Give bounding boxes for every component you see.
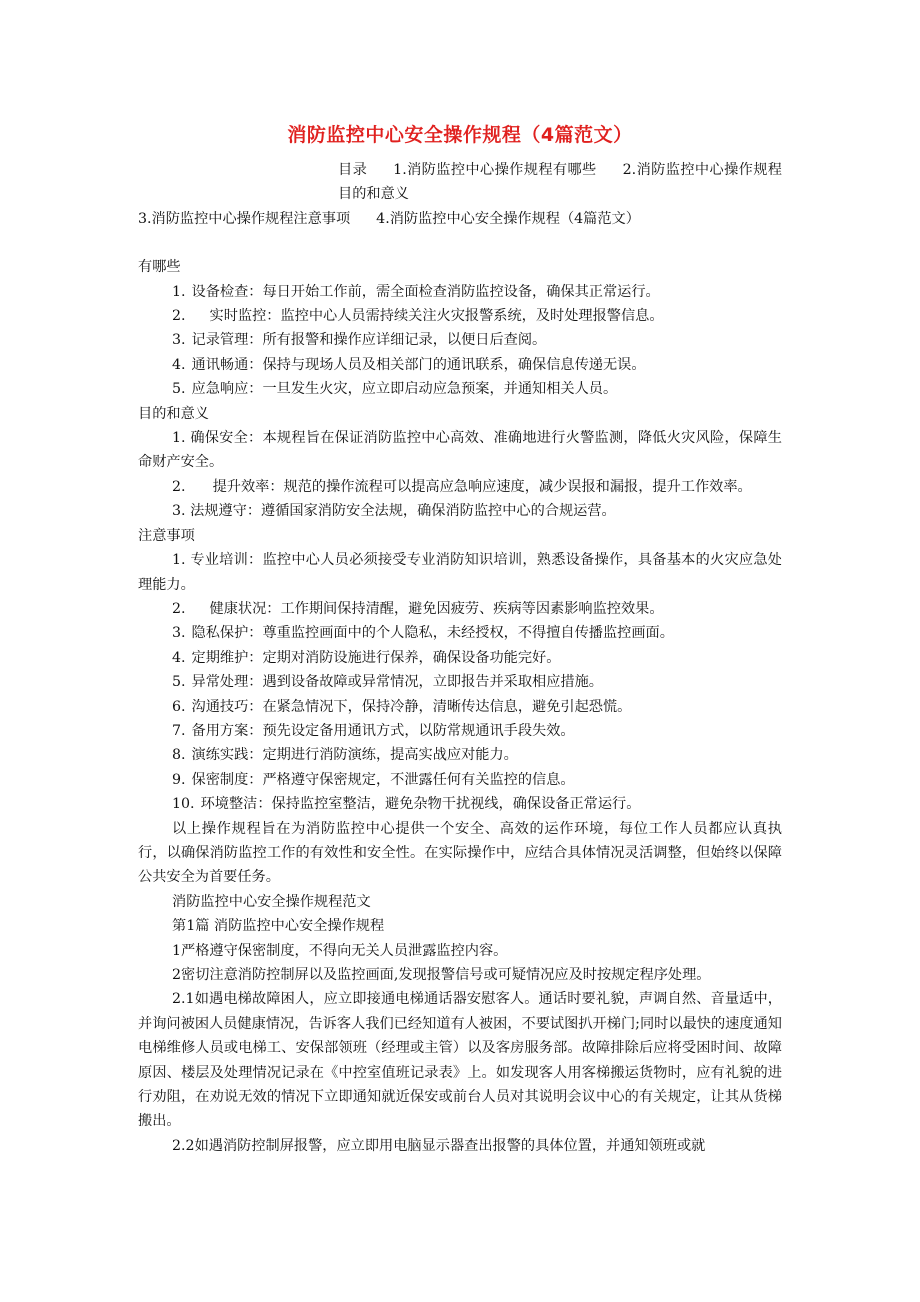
section-heading: 有哪些 (138, 259, 181, 276)
section-overview (138, 255, 782, 401)
list-item: 2. 提升效率：规范的操作流程可以提高应急响应速度，减少误报和漏报，提升工作效率。 (172, 478, 752, 495)
rule-paragraph: 2.1如遇电梯故障困人，应立即接通电梯通话器安慰客人。通话时要礼貌，声调自然、音量适中，并询问被困人员健康情况，告诉客人我们已经知道有人被困，不要试图扒开梯门;同时以最快的速度通知电梯维修人员或电梯工、安保部领班（经理或主管）以及客房服务部。故障排除后应将受困时间、故障原因、楼层及处理情况记录在《中控室值班记录表》上。如发现客人用客梯搬运货物时，应有礼貌的进行劝阻，在劝说无效的情况下立即通知就近保安或前台人员对其说明会议中心的有关规定，让其从货梯搬出。 (138, 991, 782, 1130)
toc-entry: 2.消防监控中心操作规程目的和意义 (338, 162, 782, 203)
list-item: 2. 健康状况：工作期间保持清醒，避免因疲劳、疾病等因素影响监控效果。 (172, 600, 664, 617)
list-item: 3. 法规遵守：遵循国家消防安全法规，确保消防监控中心的合规运营。 (172, 503, 616, 520)
toc-first-line (138, 158, 782, 207)
toc-label: 目录 (338, 162, 368, 178)
section-purpose (138, 402, 782, 524)
list-item: 4. 通讯畅通：保持与现场人员及相关部门的通讯联系，确保信息传递无误。 (172, 356, 646, 373)
list-item: 1. 专业培训：监控中心人员必须接受专业消防知识培训，熟悉设备操作，具备基本的火灾应急处理能力。 (138, 552, 782, 593)
spacer (138, 231, 782, 255)
section-notes (138, 524, 782, 817)
list-item: 3. 隐私保护：尊重监控画面中的个人隐私，未经授权，不得擅自传播监控画面。 (172, 625, 674, 642)
list-item: 5. 异常处理：遇到设备故障或异常情况，立即报告并采取相应措施。 (172, 674, 603, 691)
rule-paragraph: 1严格遵守保密制度，不得向无关人员泄露监控内容。 (172, 942, 508, 959)
list-item: 4. 定期维护：定期对消防设施进行保养，确保设备功能完好。 (172, 649, 561, 666)
list-item: 1. 确保安全：本规程旨在保证消防监控中心高效、准确地进行火警监测，降低火灾风险，保障生命财产安全。 (138, 430, 782, 471)
table-of-contents (138, 158, 782, 231)
list-item: 5. 应急响应：一旦发生火灾，应立即启动应急预案，并通知相关人员。 (172, 381, 618, 398)
sample-part-heading: 第1篇 消防监控中心安全操作规程 (172, 918, 385, 935)
document-title: 消防监控中心安全操作规程（4篇范文） (287, 124, 633, 146)
sample-title: 消防监控中心安全操作规程范文 (172, 893, 371, 910)
toc-entry: 4.消防监控中心安全操作规程（4篇范文） (376, 210, 640, 227)
toc-entry: 1.消防监控中心操作规程有哪些 (393, 162, 597, 178)
list-item: 8. 演练实践：定期进行消防演练，提高实战应对能力。 (172, 747, 518, 764)
toc-entry: 3.消防监控中心操作规程注意事项 (138, 210, 351, 227)
list-item: 10. 环境整洁：保持监控室整洁，避免杂物干扰视线，确保设备正常运行。 (172, 796, 641, 813)
list-item: 3. 记录管理：所有报警和操作应详细记录，以便日后查阅。 (172, 332, 547, 349)
list-item: 6. 沟通技巧：在紧急情况下，保持冷静，清晰传达信息，避免引起恐慌。 (172, 698, 632, 715)
document-body (138, 158, 782, 1158)
closing-paragraph: 以上操作规程旨在为消防监控中心提供一个安全、高效的运作环境，每位工作人员都应认真执行，以确保消防监控工作的有效性和安全性。在实际操作中，应结合具体情况灵活调整，但始终以保障公共安全为首要任务。 (138, 820, 782, 886)
list-item: 9. 保密制度：严格遵守保密规定，不泄露任何有关监控的信息。 (172, 771, 575, 788)
list-item: 7. 备用方案：预先设定备用通讯方式，以防常规通讯手段失效。 (172, 722, 575, 739)
list-item: 2. 实时监控：监控中心人员需持续关注火灾报警系统，及时处理报警信息。 (172, 308, 664, 325)
list-item: 1. 设备检查：每日开始工作前，需全面检查消防监控设备，确保其正常运行。 (172, 283, 660, 300)
section-heading: 目的和意义 (138, 405, 209, 422)
rule-paragraph: 2.2如遇消防控制屏报警，应立即用电脑显示器查出报警的具体位置，并通知领班或就 (172, 1137, 706, 1154)
rule-paragraph: 2密切注意消防控制屏以及监控画面,发现报警信号或可疑情况应及时按规定程序处理。 (172, 967, 711, 983)
section-heading: 注意事项 (138, 527, 195, 544)
